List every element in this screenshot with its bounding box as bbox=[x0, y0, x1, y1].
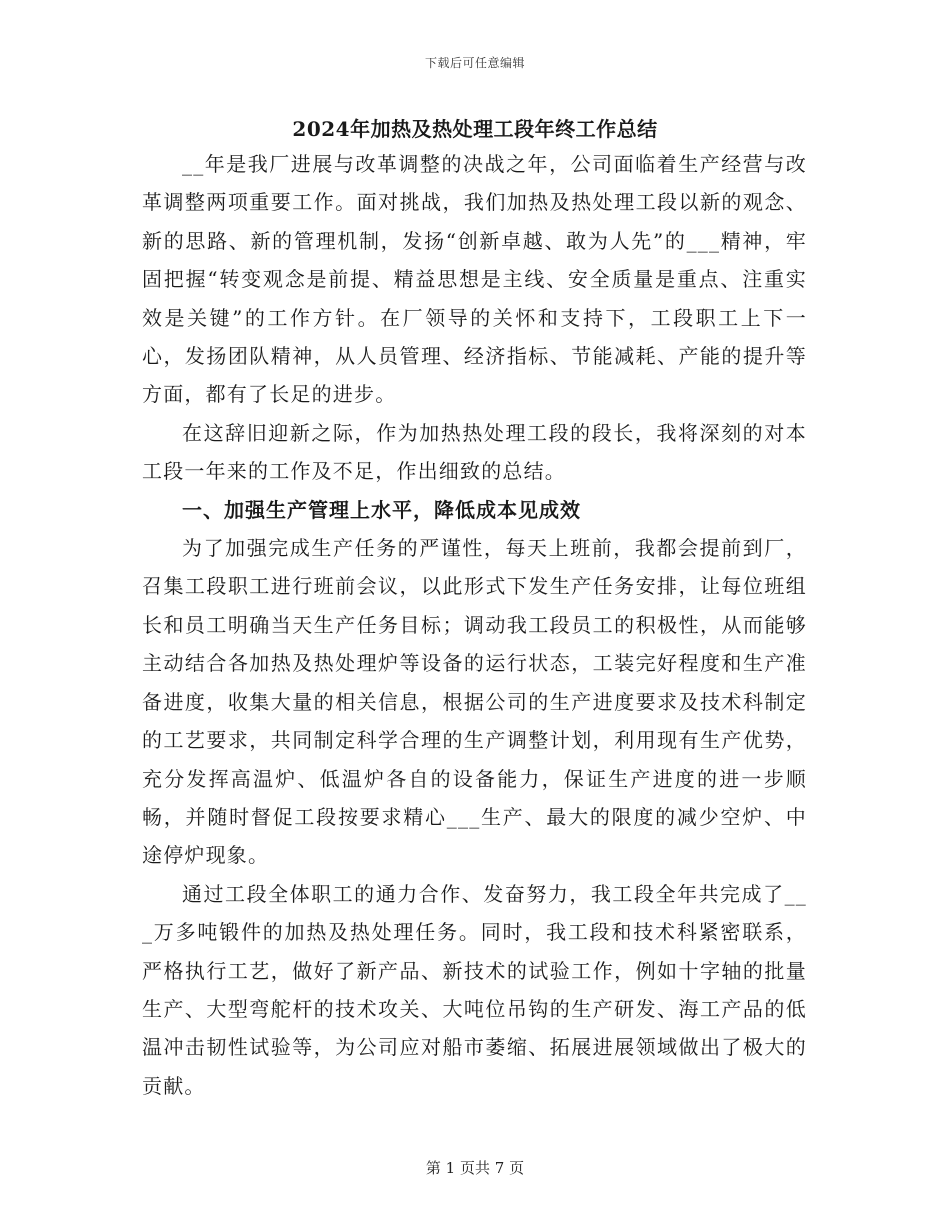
page-indicator: 第 1 页共 7 页 bbox=[425, 1159, 525, 1177]
paragraph-production-management: 为了加强完成生产任务的严谨性，每天上班前，我都会提前到厂，召集工段职工进行班前会议，以此形式下发生产任务安排，让每位班组长和员工明确当天生产任务目标；调动我工段员工的积极性，从而能够主动结合各加热及热处理炉等设备的运行状态，工装完好程度和生产准备进度，收集大量的相关信息，根据公司的生产进度要求及技术科制定的工艺要求，共同制定科学合理的生产调整计划，利用现有生产优势，充分发挥高温炉、低温炉各自的设备能力，保证生产进度的进一步顺畅，并随时督促工段按要求精心___生产、最大的限度的减少空炉、中途停炉现象。 bbox=[142, 536, 807, 868]
header-note: 下载后可任意编辑 bbox=[424, 56, 525, 70]
paragraph-achievements: 通过工段全体职工的通力合作、发奋努力，我工段全年共完成了___万多吨锻件的加热及热处理任务。同时，我工段和技术科紧密联系，严格执行工艺，做好了新产品、新技术的试验工作，例如十字轴的批量生产、大型弯舵杆的技术攻关、大吨位吊钩的生产研发、海工产品的低温冲击韧性试验等，为公司应对船市萎缩、拓展进展领域做出了极大的贡献。 bbox=[142, 881, 807, 1098]
paragraph-transition: 在这辞旧迎新之际，作为加热热处理工段的段长，我将深刻的对本工段一年来的工作及不足，作出细致的总结。 bbox=[142, 420, 807, 484]
paragraph-intro: __年是我厂进展与改革调整的决战之年，公司面临着生产经营与改革调整两项重要工作。面对挑战，我们加热及热处理工段以新的观念、新的思路、新的管理机制，发扬“创新卓越、敢为人先”的___精神，牢固把握“转变观念是前提、精益思想是主线、安全质量是重点、注重实效是关键”的工作方针。在厂领导的关怀和支持下，工段职工上下一心，发扬团队精神，从人员管理、经济指标、节能减耗、产能的提升等方面，都有了长足的进步。 bbox=[142, 152, 807, 407]
section-heading: 一、加强生产管理上水平，降低成本见成效 bbox=[182, 497, 581, 522]
document-body bbox=[142, 145, 807, 1105]
document-title: 2024年加热及热处理工段年终工作总结 bbox=[292, 117, 658, 141]
